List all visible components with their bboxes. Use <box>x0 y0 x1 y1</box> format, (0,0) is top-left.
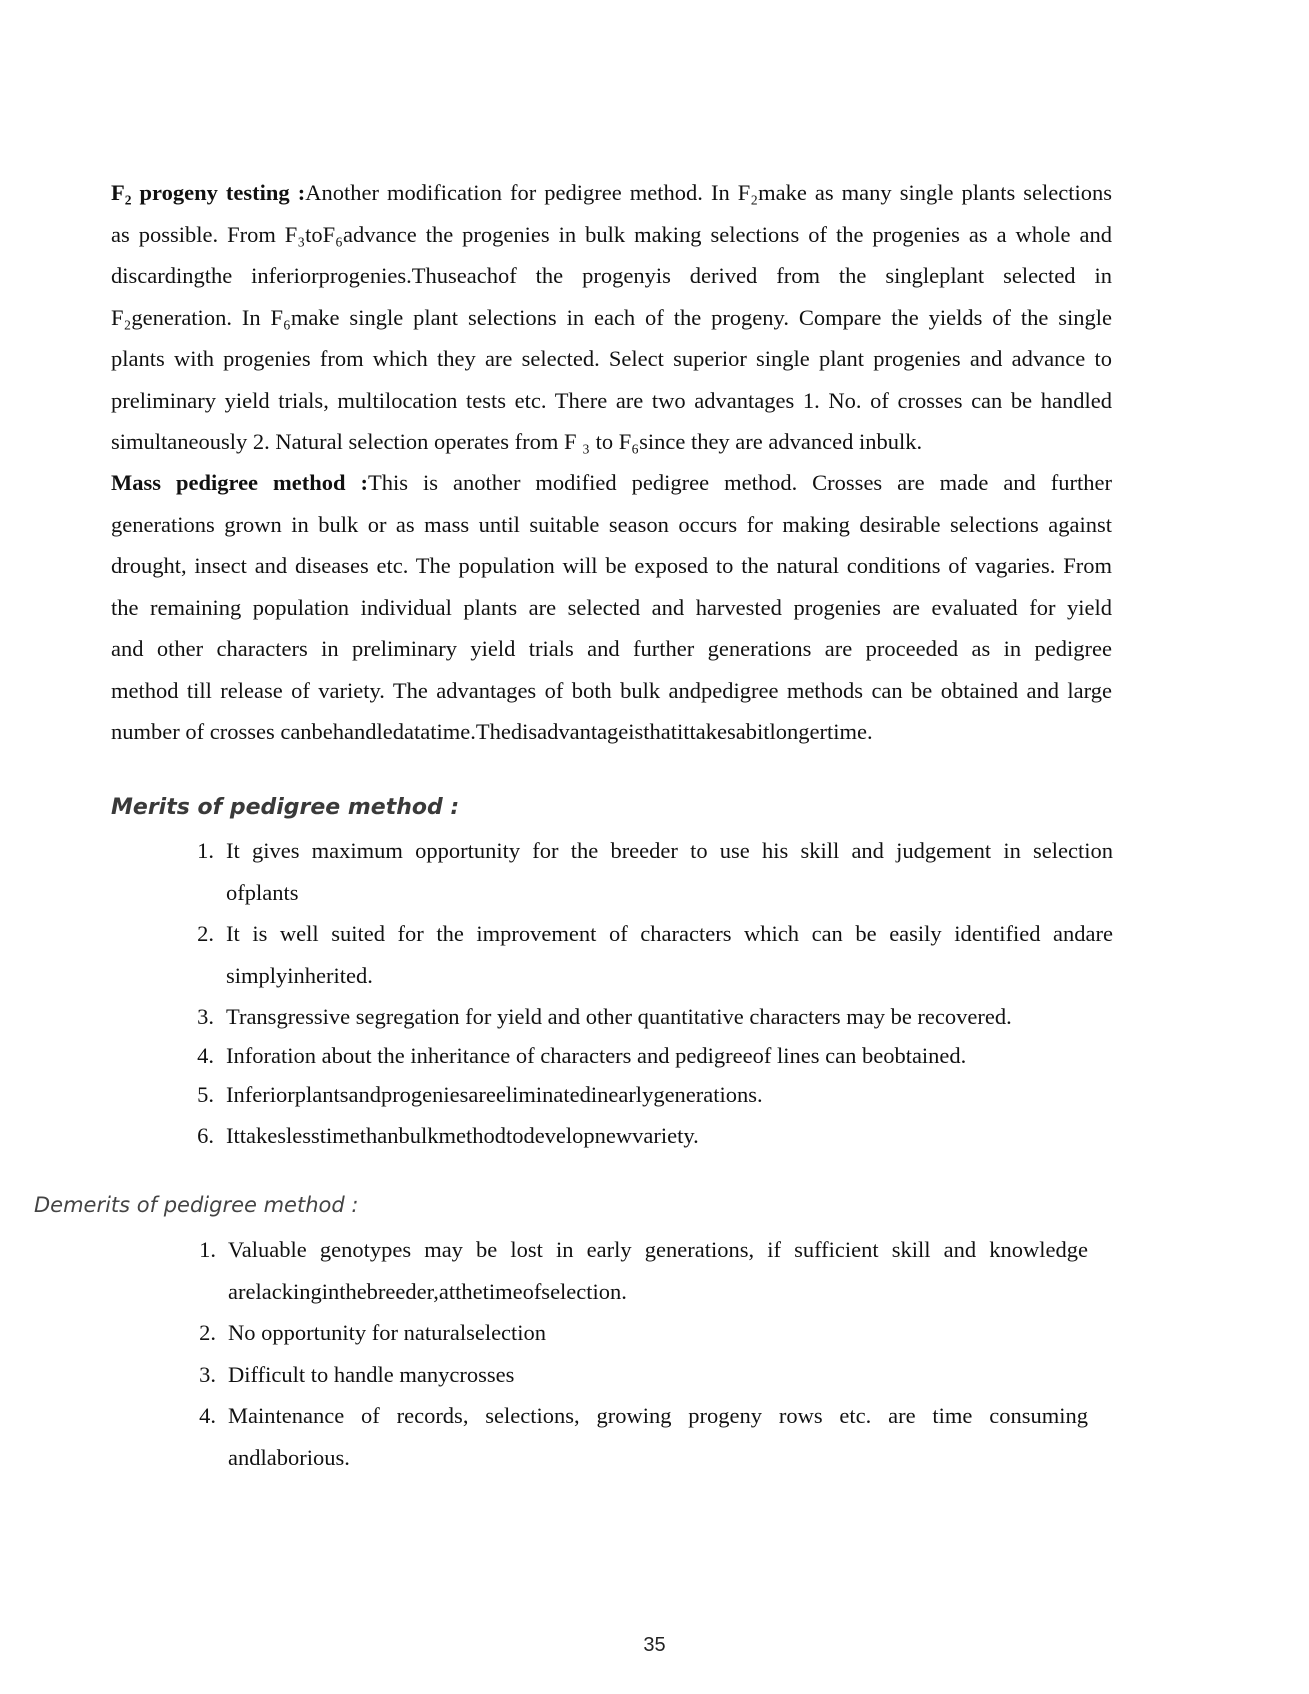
paragraph-line: preliminary yield trials, multilocation tests etc. There are two advantages 1. No. of crosses can be handled <box>111 387 1112 413</box>
list-item-text: It gives maximum opportunity for the breeder to use his skill and judgement in selection <box>226 838 1113 863</box>
paragraph-line: simultaneously 2. Natural selection operates from F ₃ to F₆since they are advanced inbulk. <box>111 429 923 454</box>
list-item-text: Ittakeslesstimethanbulkmethodtodevelopnewvariety. <box>226 1123 699 1148</box>
paragraph-line: Mass pedigree method :This is another modified pedigree method. Crosses are made and further <box>111 470 1112 495</box>
list-number: 1. <box>199 1237 216 1262</box>
list-number: 3. <box>197 1004 214 1029</box>
list-item <box>199 1229 1088 1312</box>
term-mass-pedigree-method: Mass pedigree method : <box>111 470 369 495</box>
page-number: 35 <box>643 1634 666 1656</box>
list-item-text: Transgressive segregation for yield and other quantitative characters may be recovered. <box>226 1004 1012 1029</box>
list-item-text: It is well suited for the improvement of characters which can be easily identified andare <box>226 921 1113 946</box>
paragraph-line: F₂ progeny testing :Another modification for pedigree method. In F₂make as many single plants selections <box>111 180 1112 205</box>
paragraph-line: number of crosses canbehandledatatime.Thedisadvantageisthatittakesabitlongertime. <box>111 719 873 744</box>
list-item-text: arelackinginthebreeder,atthetimeofselection. <box>228 1278 627 1304</box>
paragraph-line: drought, insect and diseases etc. The population will be exposed to the natural conditions of vagaries. From <box>111 553 1112 578</box>
list-item <box>199 1395 1088 1478</box>
list-item <box>199 1354 1088 1396</box>
list-item-text: Maintenance of records, selections, growing progeny rows etc. are time consuming <box>228 1403 1088 1428</box>
list-item <box>197 1038 1113 1074</box>
list-number: 4. <box>197 1042 214 1068</box>
list-item-text: andlaborious. <box>228 1444 350 1470</box>
list-item-text: Inforation about the inheritance of characters and pedigreeof lines can beobtained. <box>226 1042 967 1068</box>
merits-list <box>197 830 1113 1157</box>
list-item <box>197 913 1113 996</box>
demerits-heading: Demerits of pedigree method : <box>34 1193 359 1217</box>
paragraph-line: method till release of variety. The advantages of both bulk andpedigree methods can be obtained and large <box>111 677 1112 703</box>
list-number: 3. <box>199 1361 216 1387</box>
list-item <box>197 830 1113 913</box>
list-item-text: simplyinherited. <box>226 962 373 988</box>
list-item-text: ofplants <box>226 879 299 905</box>
list-item-text: Valuable genotypes may be lost in early generations, if sufficient skill and knowledge <box>228 1237 1088 1262</box>
merits-heading: Merits of pedigree method : <box>111 795 460 820</box>
term-f2-progeny-testing: F₂ progeny testing : <box>111 180 306 205</box>
list-item-text: Difficult to handle manycrosses <box>228 1361 515 1387</box>
paragraph-mass-pedigree-method <box>111 462 1112 753</box>
list-number: 1. <box>197 838 214 863</box>
paragraph-line: the remaining population individual plants are selected and harvested progenies are evaluated for yield <box>111 594 1112 620</box>
list-item <box>197 1115 1113 1157</box>
list-number: 2. <box>199 1320 216 1345</box>
list-number: 5. <box>197 1081 214 1107</box>
paragraph-line: F₂generation. In F₆make single plant selections in each of the progeny. Compare the yields of the single <box>111 304 1112 330</box>
list-number: 6. <box>197 1123 214 1148</box>
list-item <box>197 1074 1113 1116</box>
list-item <box>197 996 1113 1038</box>
paragraph-line: as possible. From F₃toF₆advance the progenies in bulk making selections of the progenies as a whole and <box>111 221 1112 247</box>
paragraph-line: generations grown in bulk or as mass until suitable season occurs for making desirable selections against <box>111 511 1112 537</box>
list-item <box>199 1312 1088 1354</box>
paragraph-line: and other characters in preliminary yield trials and further generations are proceeded as in pedigree <box>111 636 1112 661</box>
list-number: 4. <box>199 1403 216 1428</box>
demerits-list <box>199 1229 1088 1478</box>
paragraph-f2-progeny-testing <box>111 172 1112 463</box>
list-number: 2. <box>197 921 214 946</box>
paragraph-line: plants with progenies from which they are selected. Select superior single plant progenies and advance to <box>111 346 1112 371</box>
list-item-text: No opportunity for naturalselection <box>228 1320 547 1345</box>
paragraph-line: discardingthe inferiorprogenies.Thuseachof the progenyis derived from the singleplant selected in <box>111 263 1112 288</box>
list-item-text: Inferiorplantsandprogeniesareeliminatedinearlygenerations. <box>226 1081 763 1107</box>
